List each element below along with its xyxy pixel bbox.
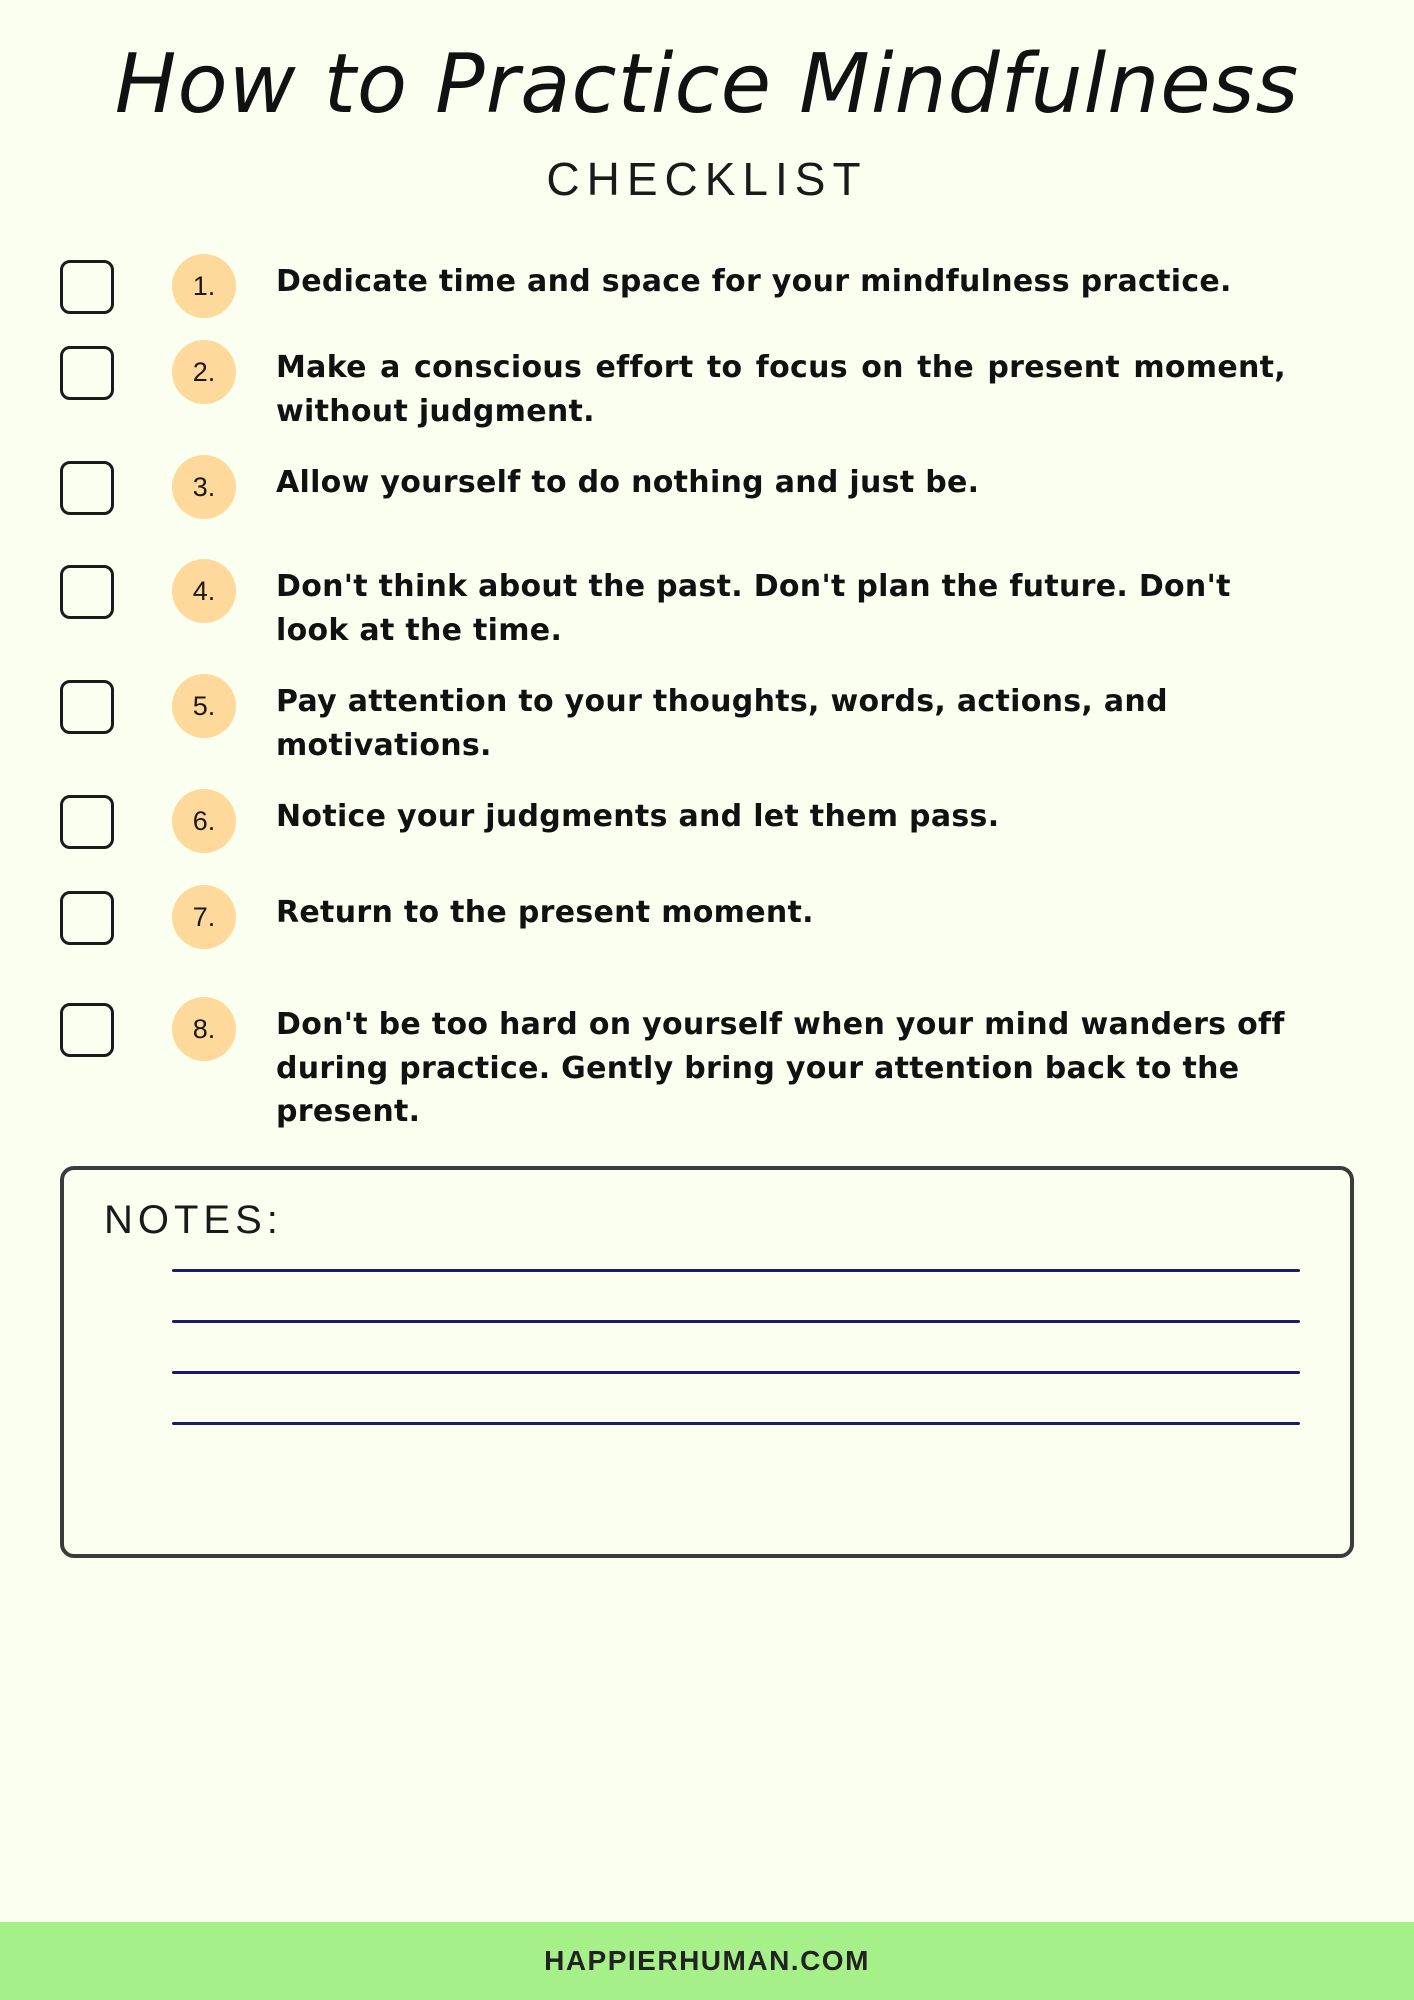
item-number-badge: 3. [172,455,236,519]
footer-site-label: HAPPIERHUMAN.COM [544,1945,870,1976]
item-number-badge: 5. [172,674,236,738]
checklist [0,254,1414,1156]
list-item [60,340,1364,433]
notes-write-line[interactable] [172,1422,1300,1425]
checkbox-6[interactable] [60,795,114,849]
item-text: Allow yourself to do nothing and just be. [276,465,980,501]
list-item [60,455,1364,519]
checkbox-8[interactable] [60,1003,114,1057]
page-title: How to Practice Mindfulness [114,37,1300,132]
notes-label: NOTES: [104,1197,283,1242]
page-subtitle: CHECKLIST [546,153,868,206]
list-item [60,254,1364,318]
list-item [60,789,1364,853]
item-text: Dedicate time and space for your mindfulness practice. [276,264,1232,300]
item-text: Notice your judgments and let them pass. [276,799,1000,835]
item-text: Don't think about the past. Don't plan the future. Don't look at the time. [276,569,1231,648]
checkbox-2[interactable] [60,346,114,400]
list-item [60,674,1364,767]
item-number-badge: 6. [172,789,236,853]
checkbox-1[interactable] [60,260,114,314]
footer-bar [0,1922,1414,2000]
checkbox-4[interactable] [60,565,114,619]
list-item [60,997,1364,1134]
item-number-badge: 2. [172,340,236,404]
item-text: Make a conscious effort to focus on the present moment, without judgment. [276,350,1286,429]
notes-write-line[interactable] [172,1371,1300,1374]
notes-box[interactable] [60,1166,1354,1558]
item-text: Return to the present moment. [276,895,814,931]
item-number-badge: 1. [172,254,236,318]
checkbox-5[interactable] [60,680,114,734]
list-item [60,885,1364,949]
item-number-badge: 7. [172,885,236,949]
notes-write-line[interactable] [172,1269,1300,1272]
item-text: Pay attention to your thoughts, words, actions, and motivations. [276,684,1168,763]
item-number-badge: 8. [172,997,236,1061]
notes-write-line[interactable] [172,1320,1300,1323]
notes-lines [104,1269,1310,1425]
item-number-badge: 4. [172,559,236,623]
item-text: Don't be too hard on yourself when your mind wanders off during practice. Gently bring your attention back to the present. [276,1007,1285,1130]
checkbox-7[interactable] [60,891,114,945]
checkbox-3[interactable] [60,461,114,515]
list-item [60,559,1364,652]
